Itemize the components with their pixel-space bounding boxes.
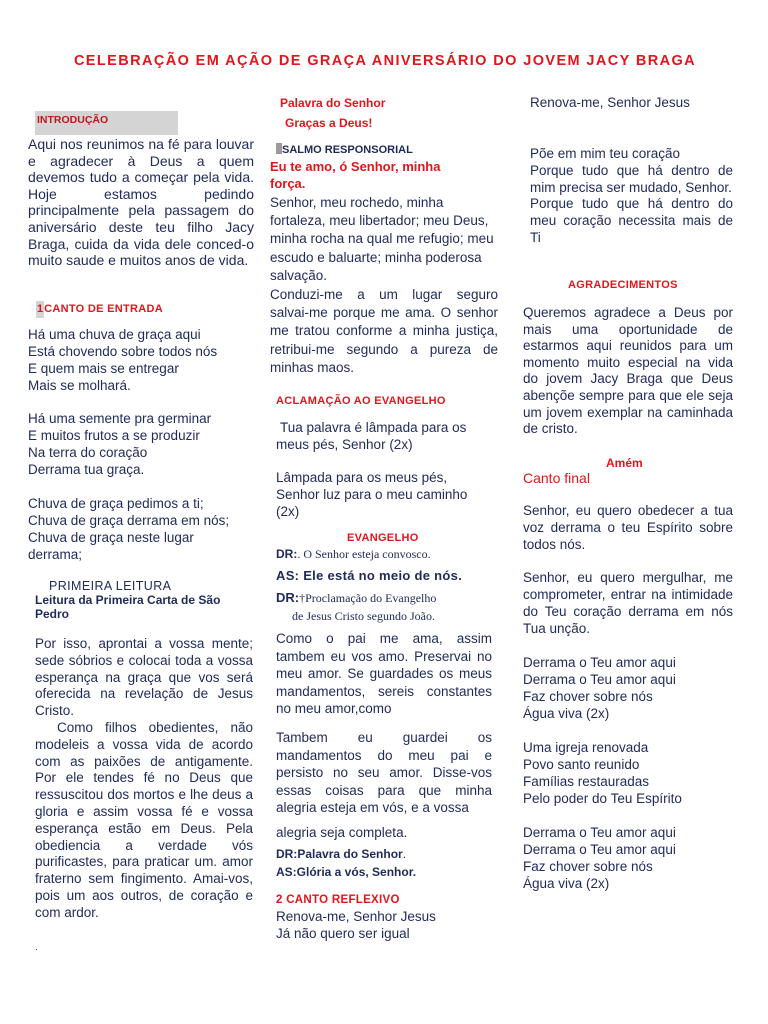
canto-entrada-number: 1 [36,301,44,318]
as-line-2: AS:Glória a vós, Senhor. [276,865,417,879]
leitura-paragraph-1: Por isso, aprontai a vossa mente; sede sóbrios e colocai toda a vossa esperança na graça que vos será oferecida na revelação de Jesus Cristo. [35,636,253,719]
agradecimentos-text: Queremos agradece a Deus por mais uma oportunidade de estarmos aqui reunidos para um momento muito especial na vida do jovem Jacy Braga que Deus abençõe sempre para que ele seja um jovem exemplar na caminhada de cristo. [523,305,733,437]
intro-heading: INTRODUÇÃO [37,114,109,126]
reflexivo-heading: 2 CANTO REFLEXIVO [276,894,400,906]
dr-label-1: DR: [276,547,298,561]
dr-text-2b: de Jesus Cristo segundo João. [292,609,435,623]
canto-entrada-heading [36,300,163,316]
page-title: CELEBRAÇÃO EM AÇÃO DE GRAÇA ANIVERSÁRIO DO JOVEM JACY BRAGA [73,53,697,69]
canto-entrada-label: CANTO DE ENTRADA [44,303,164,315]
dr-text-3-end: . [402,847,407,861]
salmo-text-1: Senhor, meu rochedo, minha fortaleza, meu libertador; meu Deus, minha rocha na qual me refugio; meu escudo e baluarte; minha poderosa salvação. [270,195,494,283]
amem: Amém [606,456,643,470]
dr-line-1 [276,546,431,563]
dr-text-1: . O Senhor esteja convosco. [297,547,431,561]
dr-label-2: DR: [276,590,300,605]
salmo-refrain: Eu te amo, ó Senhor, minha força. [270,159,441,191]
final-stanza-2: Senhor, eu quero mergulhar, me comprometer, entrar na intimidade do Teu coração derrama em nós Tua unção. [523,570,733,636]
final-stanza-3: Derrama o Teu amor aqui Derrama o Teu amor aqui Faz chover sobre nós Água viva (2x) [523,655,676,721]
intro-text: Aqui nos reunimos na fé para louvar e agradecer à Deus a quem devemos tudo a começar pela vida. Hoje estamos pedindo principalmente pela passagem do aniversário deste teu filho Jacy Braga, cuida da vida dele conced-o muito saude e muitos anos de vida. [28,136,254,269]
leitura-end-mark: . [35,942,38,953]
evangelho-paragraph-1: Como o pai me ama, assim tambem eu vos amo. Preservai no meu amor. Se guardades os meus mandamentos, sereis constantes no meu amor,como [276,631,492,716]
agradecimentos-heading: AGRADECIMENTOS [568,279,678,291]
aclamacao-text-2: Lâmpada para os meus pés, Senhor luz para o meu caminho (2x) [276,470,468,519]
as-line-1: AS: Ele está no meio de nós. [276,568,463,583]
gracas-a-deus: Graças a Deus! [285,116,373,130]
final-stanza-5: Derrama o Teu amor aqui Derrama o Teu amor aqui Faz chover sobre nós Água viva (2x) [523,825,676,891]
intro-heading-box [35,111,178,135]
leitura-subheading: Leitura da Primeira Carta de São Pedro [35,593,221,621]
primeira-leitura-heading: PRIMEIRA LEITURA [49,579,172,593]
aclamacao-text-1: Tua palavra é lâmpada para os meus pés, Senhor (2x) [276,420,467,452]
poe-text: Põe em mim teu coração Porque tudo que há dentro de mim precisa ser mudado, Senhor. Porque tudo que há dentro do meu coração necessita mais de Ti [530,146,733,245]
evangelho-heading: EVANGELHO [347,532,419,544]
entrada-stanza-1: Há uma chuva de graça aqui Está chovendo sobre todos nós E quem mais se entregar Mais se molhará. [28,327,218,393]
entrada-stanza-3: Chuva de graça pedimos a ti; Chuva de graça derrama em nós; Chuva de graça neste lugar derrama; [28,496,230,562]
salmo-heading-label: SALMO RESPONSORIAL [282,144,413,156]
canto-final-heading: Canto final [523,470,590,486]
aclamacao-heading: ACLAMAÇÃO AO EVANGELHO [276,395,446,407]
salmo-heading [276,141,413,159]
dr-text-3: Palavra do Senhor [297,847,403,861]
evangelho-paragraph-3: alegria seja completa. [276,825,408,840]
entrada-stanza-2: Há uma semente pra germinar E muitos frutos a se produzir Na terra do coração Derrama tua graça. [28,411,212,477]
final-stanza-4: Uma igreja renovada Povo santo reunido Famílias restauradas Pelo poder do Teu Espírito [523,740,682,806]
salmo-text-2: Conduzi-me a um lugar seguro salvai-me porque me ama. O senhor me tratou conforme a minha justiça, retribui-me segundo a pureza de minhas maos. [270,287,498,375]
final-stanza-1: Senhor, eu quero obedecer a tua voz derrama o teu Espírito sobre todos nós. [523,503,733,552]
renova-line: Renova-me, Senhor Jesus [530,95,690,110]
dr-line-2 [276,590,436,607]
dr-label-3: DR: [276,847,298,861]
dr-line-3 [276,846,406,863]
reflexivo-text: Renova-me, Senhor Jesus Já não quero ser igual [276,909,436,941]
dr-text-2a: †Proclamação do Evangelho [299,591,437,605]
palavra-do-senhor: Palavra do Senhor [280,96,386,110]
leitura-paragraph-2: Como filhos obedientes, não modeleis a vossa vida de acordo com as paixões de antigamente. Por ele tendes fé no Deus que ressuscitou dos mortos e lhe deus a gloria e assim vossa fé e vossa esperança estão em Deus. Pela obediencia a verdade vós purificastes, para praticar um. amor fraterno sem fingimento. Amai-vos, pois um aos outros, de coração e com ardor. [35,720,253,920]
evangelho-paragraph-2: Tambem eu guardei os mandamentos do meu pai e persisto no seu amor. Disse-vos essas coisas para que minha alegria esteja em vós, e a vossa [276,730,492,815]
